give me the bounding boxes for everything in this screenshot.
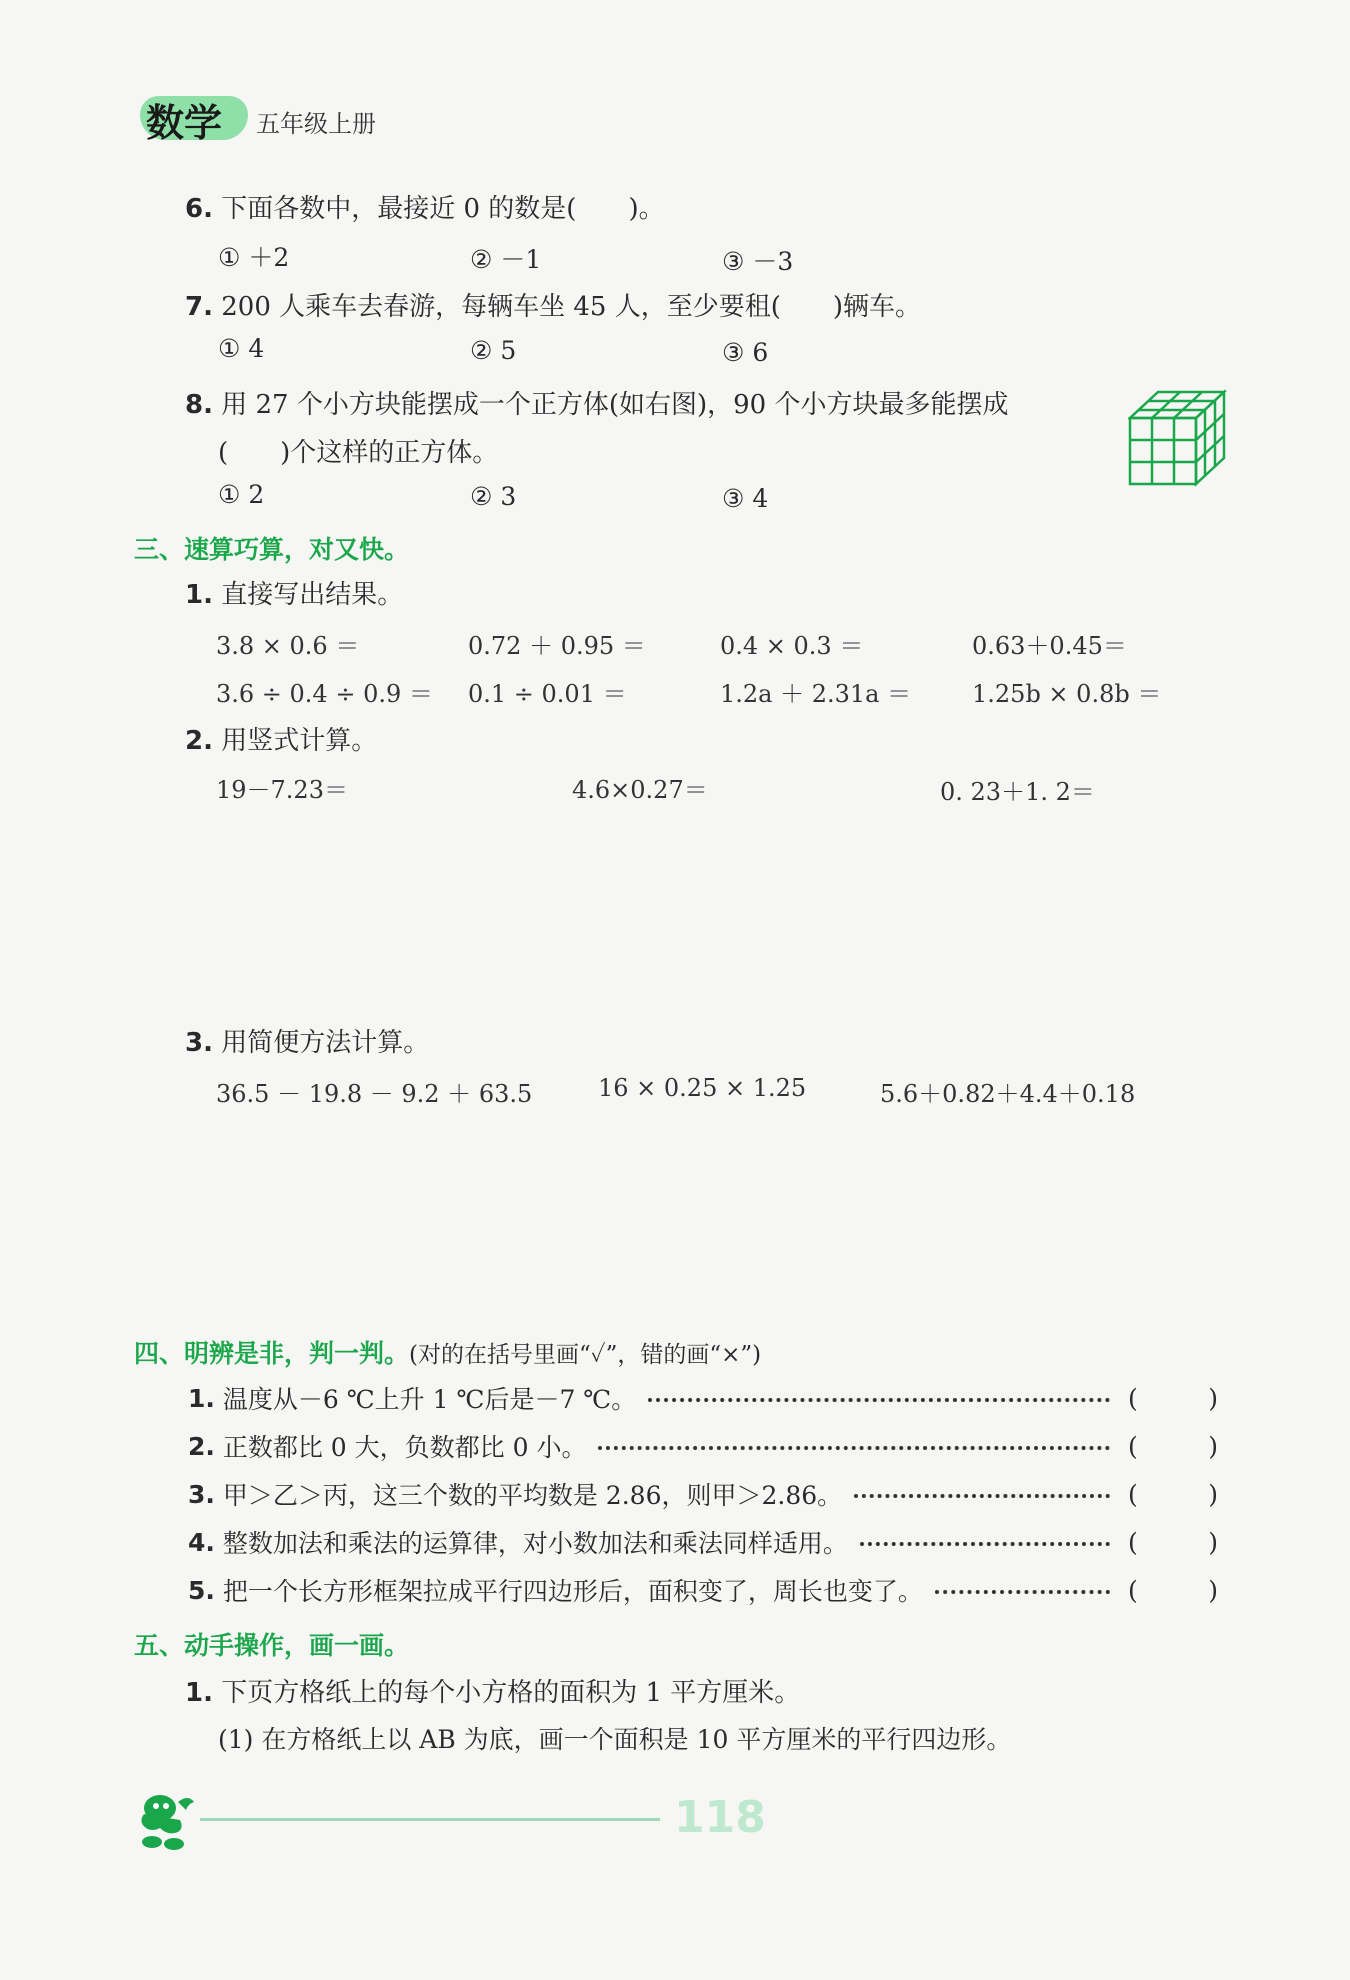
answer-parens[interactable]: ( ) bbox=[1128, 1575, 1218, 1605]
question-text: 用简便方法计算。 bbox=[221, 1028, 430, 1058]
option: ① 4 bbox=[218, 334, 265, 363]
oral-calc-item: 1.25b × 0.8b ＝ bbox=[972, 680, 1162, 708]
question-text-line2: ( )个这样的正方体。 bbox=[218, 438, 499, 468]
option: ③ 4 bbox=[722, 484, 769, 513]
judge-text: 正数都比 0 大，负数都比 0 小。 bbox=[222, 1433, 587, 1462]
header-grade: 五年级上册 bbox=[256, 110, 376, 138]
judge-text: 温度从－6 ℃上升 1 ℃后是－7 ℃。 bbox=[222, 1385, 637, 1414]
vertical-calc-item: 4.6×0.27＝ bbox=[572, 776, 708, 804]
oral-calc-item: 0.4 × 0.3 ＝ bbox=[720, 632, 864, 660]
simplify-calc-item: 16 × 0.25 × 1.25 bbox=[598, 1074, 807, 1102]
judge-text: 整数加法和乘法的运算律，对小数加法和乘法同样适用。 bbox=[222, 1529, 848, 1558]
judge-item bbox=[188, 1476, 1218, 1512]
judge-text: 甲＞乙＞丙，这三个数的平均数是 2.86，则甲＞2.86。 bbox=[222, 1481, 843, 1510]
answer-parens[interactable]: ( ) bbox=[1128, 1383, 1218, 1413]
question-6 bbox=[185, 188, 665, 225]
oral-calc-item: 1.2a ＋ 2.31a ＝ bbox=[720, 680, 912, 708]
oral-calc-item: 3.8 × 0.6 ＝ bbox=[216, 632, 360, 660]
leader-dots bbox=[935, 1590, 1110, 1594]
header-subject: 数学 bbox=[146, 101, 223, 145]
question-number: 2. bbox=[185, 726, 213, 756]
question-number: 5. bbox=[188, 1575, 215, 1605]
leader-dots bbox=[860, 1542, 1110, 1546]
question-8 bbox=[185, 384, 1008, 421]
vertical-calc-item: 19－7.23＝ bbox=[216, 776, 348, 804]
simplify-calc-item: 36.5 － 19.8 － 9.2 ＋ 63.5 bbox=[216, 1080, 533, 1108]
judge-item bbox=[188, 1380, 1218, 1416]
question-number: 3. bbox=[188, 1479, 215, 1509]
option: ① ＋2 bbox=[218, 243, 290, 272]
answer-parens[interactable]: ( ) bbox=[1128, 1479, 1218, 1509]
question-number: 1. bbox=[185, 580, 213, 610]
section-4-title bbox=[134, 1334, 761, 1370]
leader-dots bbox=[598, 1446, 1110, 1450]
section-4-note: (对的在括号里画“✓”，错的画“×”) bbox=[409, 1342, 762, 1368]
option: ② －1 bbox=[470, 245, 542, 274]
question-number: 8. bbox=[185, 390, 213, 420]
simplify-calc-item: 5.6＋0.82＋4.4＋0.18 bbox=[880, 1080, 1136, 1108]
judge-item bbox=[188, 1572, 1218, 1608]
mascot-icon bbox=[130, 1788, 200, 1854]
question-number: 6. bbox=[185, 194, 213, 224]
question-number: 1. bbox=[185, 1678, 213, 1708]
leader-dots bbox=[854, 1494, 1110, 1498]
question-text: 200 人乘车去春游，每辆车坐 45 人，至少要租( )辆车。 bbox=[221, 292, 922, 322]
oral-calc-item: 0.63＋0.45＝ bbox=[972, 632, 1127, 660]
footer-line bbox=[200, 1818, 660, 1821]
section-5-q1 bbox=[185, 1672, 800, 1709]
answer-parens[interactable]: ( ) bbox=[1128, 1431, 1218, 1461]
judge-item bbox=[188, 1428, 1218, 1464]
option: ③ 6 bbox=[722, 338, 769, 367]
section-3-q2 bbox=[185, 720, 377, 757]
leader-dots bbox=[648, 1398, 1110, 1402]
cube-figure bbox=[1128, 388, 1228, 488]
oral-calc-item: 0.72 ＋ 0.95 ＝ bbox=[468, 632, 646, 660]
vertical-calc-item: 0. 23＋1. 2＝ bbox=[940, 778, 1095, 806]
option: ② 5 bbox=[470, 336, 517, 365]
question-text: 直接写出结果。 bbox=[221, 580, 404, 610]
oral-calc-item: 0.1 ÷ 0.01 ＝ bbox=[468, 680, 627, 708]
question-number: 7. bbox=[185, 292, 213, 322]
oral-calc-item: 3.6 ÷ 0.4 ÷ 0.9 ＝ bbox=[216, 680, 433, 708]
question-7 bbox=[185, 286, 921, 323]
section-5-title: 五、动手操作，画一画。 bbox=[134, 1631, 410, 1660]
section-3-q3 bbox=[185, 1022, 429, 1059]
question-number: 1. bbox=[188, 1383, 215, 1413]
judge-item bbox=[188, 1524, 1218, 1560]
section-3-title: 三、速算巧算，对又快。 bbox=[134, 535, 410, 564]
option: ③ －3 bbox=[722, 247, 794, 276]
judge-text: 把一个长方形框架拉成平行四边形后，面积变了，周长也变了。 bbox=[222, 1577, 923, 1606]
section-5-q1-sub1: (1) 在方格纸上以 AB 为底，画一个面积是 10 平方厘米的平行四边形。 bbox=[218, 1725, 1012, 1754]
question-number: 3. bbox=[185, 1028, 213, 1058]
option: ② 3 bbox=[470, 482, 517, 511]
question-number: 4. bbox=[188, 1527, 215, 1557]
page-number: 118 bbox=[674, 1792, 766, 1843]
section-4-heading: 四、明辨是非，判一判。 bbox=[134, 1339, 410, 1368]
question-text: 下页方格纸上的每个小方格的面积为 1 平方厘米。 bbox=[221, 1678, 801, 1708]
option: ① 2 bbox=[218, 480, 265, 509]
question-text: 用 27 个小方块能摆成一个正方体(如右图)，90 个小方块最多能摆成 bbox=[221, 390, 1009, 420]
question-text: 下面各数中，最接近 0 的数是( )。 bbox=[221, 194, 665, 224]
answer-parens[interactable]: ( ) bbox=[1128, 1527, 1218, 1557]
question-text: 用竖式计算。 bbox=[221, 726, 378, 756]
question-number: 2. bbox=[188, 1431, 215, 1461]
section-3-q1 bbox=[185, 574, 403, 611]
